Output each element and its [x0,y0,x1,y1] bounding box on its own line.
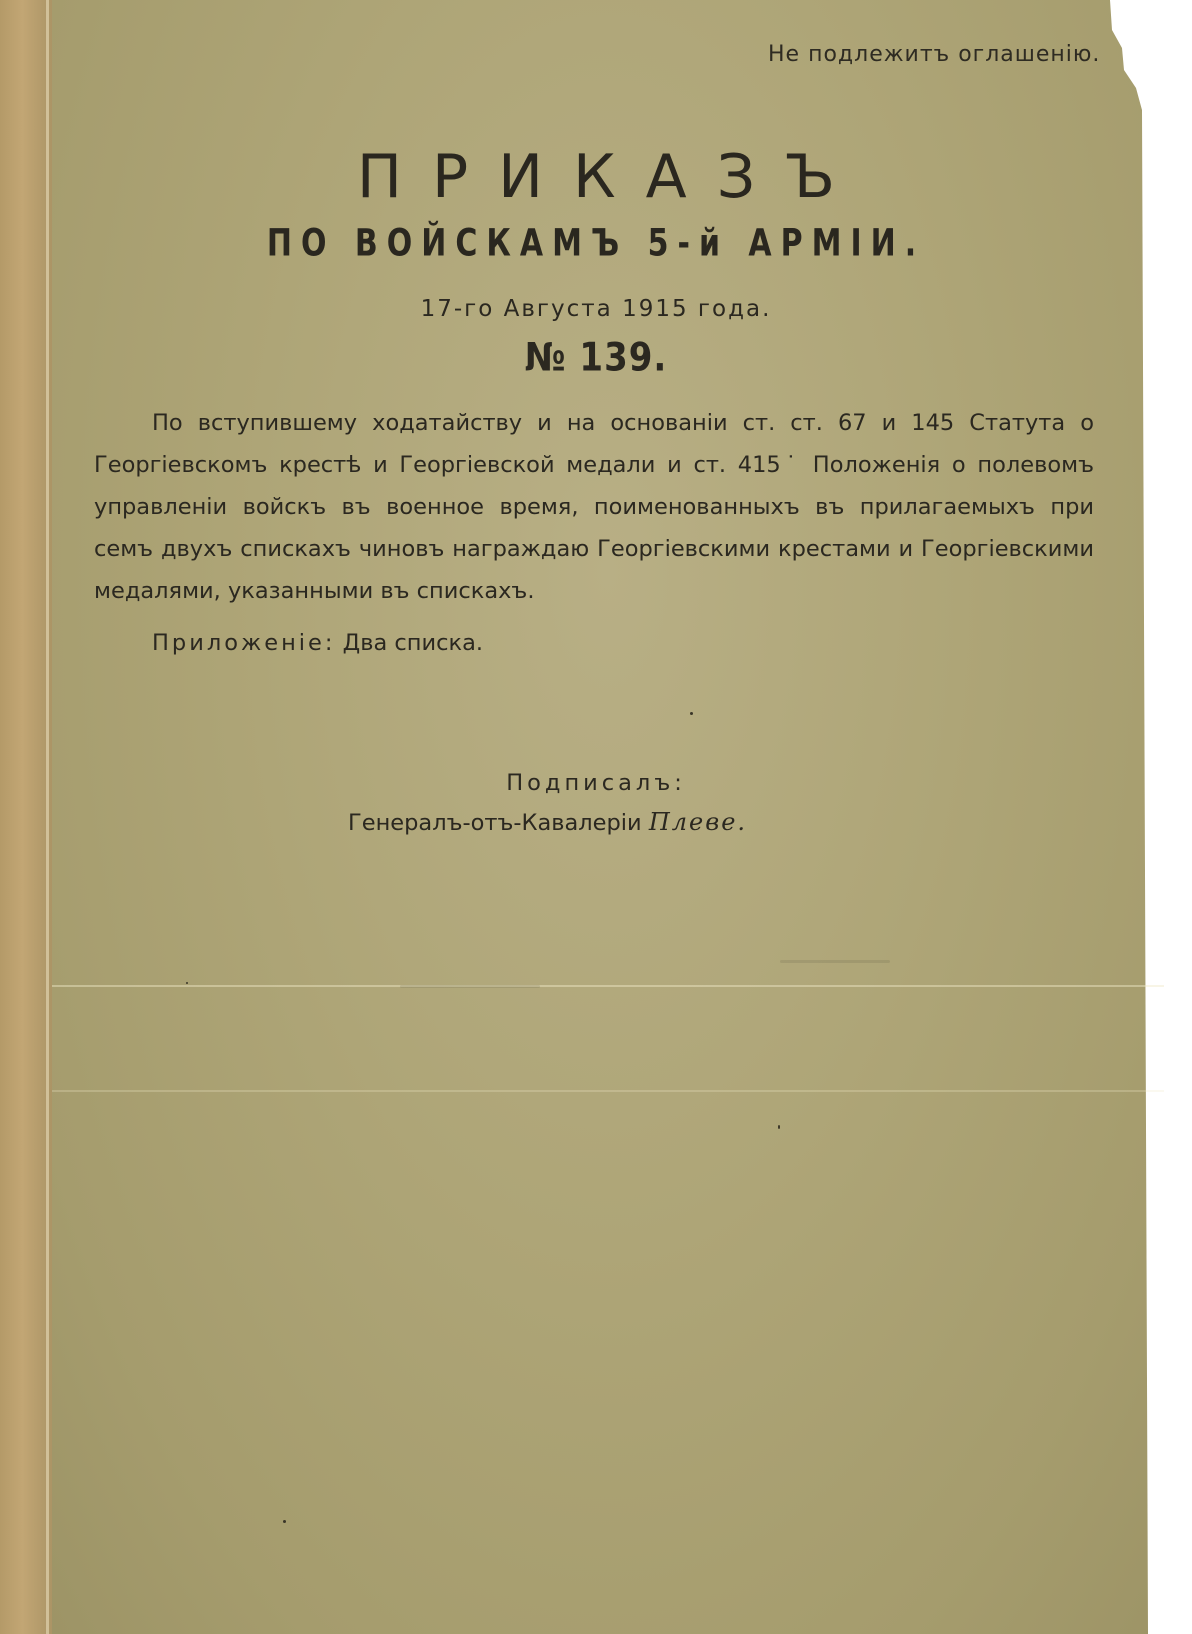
body-line: Георгіевскомъ крестѣ и Георгіевской медали и ст. 415˙ Положенія о полевомъ [94,452,1094,478]
document-subtitle: ПО ВОЙСКАМЪ 5-й АРМІИ. [266,221,926,266]
body-line: управленіи войскъ въ военное время, поименованныхъ въ прилагаемыхъ при [94,494,1094,520]
order-date: 17-го Августа 1915 года. [420,296,772,322]
ink-speck [186,982,188,984]
signed-label: Подписалъ: [506,770,686,796]
bleed-through-mark [780,960,890,963]
body-line: По вступившему ходатайству и на основаніи ст. ст. 67 и 145 Статута о [152,410,1094,436]
ink-speck [778,1125,780,1129]
bleed-through-mark [400,985,540,988]
signer-name: Плеве. [648,808,748,836]
signer-rank: Генералъ-отъ-Кавалеріи [348,810,642,836]
appendix-label: Приложеніе: [152,630,336,656]
paper-fold [52,985,1164,987]
appendix-text: Два списка. [342,630,484,656]
body-line: семъ двухъ спискахъ чиновъ награждаю Георгіевскими крестами и Георгіевскими [94,536,1094,562]
document-title: ПРИКАЗЪ [356,142,866,212]
classification-note: Не подлежитъ оглашенію. [768,42,1101,67]
ink-speck [283,1520,286,1523]
appendix-note [152,630,483,656]
order-number: № 139. [524,335,668,381]
paper-fold [52,1090,1164,1092]
ink-speck [690,712,693,715]
signature-line [348,808,747,836]
body-line: медалями, указанными въ спискахъ. [94,578,535,604]
